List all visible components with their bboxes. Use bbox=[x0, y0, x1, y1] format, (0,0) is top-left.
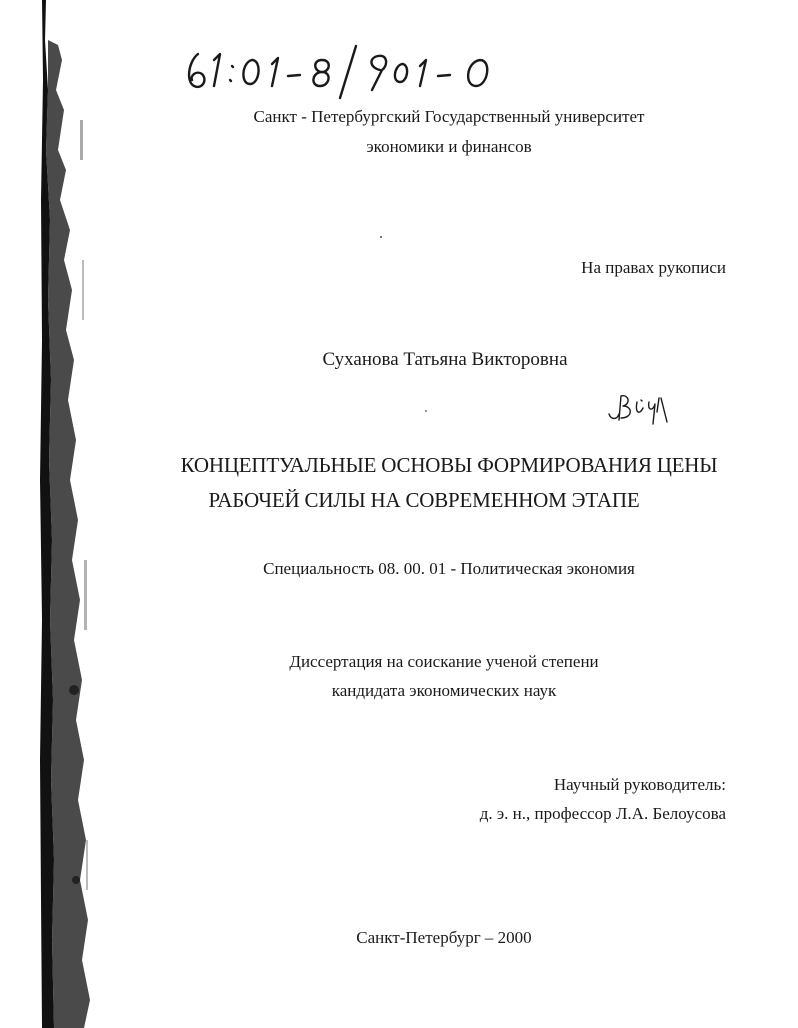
place-and-year: Санкт-Петербург – 2000 bbox=[356, 928, 532, 947]
manuscript-rights-note: На правах рукописи bbox=[581, 258, 726, 277]
handwritten-archive-code bbox=[180, 40, 510, 100]
handwritten-signature bbox=[605, 388, 677, 428]
university-name-line1: Санкт - Петербургский Государственный университет bbox=[253, 107, 645, 126]
supervisor-label: Научный руководитель: bbox=[553, 775, 726, 794]
dissertation-title-line2: РАБОЧЕЙ СИЛЫ НА СОВРЕМЕННОМ ЭТАПЕ bbox=[208, 488, 640, 512]
specialty: Специальность 08. 00. 01 - Политическая экономия bbox=[263, 559, 635, 578]
dissertation-title-line1: КОНЦЕПТУАЛЬНЫЕ ОСНОВЫ ФОРМИРОВАНИЯ ЦЕНЫ bbox=[180, 453, 718, 477]
scan-speck bbox=[380, 236, 382, 238]
supervisor-name: д. э. н., профессор Л.А. Белоусова bbox=[479, 804, 726, 823]
university-name-line2: экономики и финансов bbox=[366, 137, 532, 156]
dissertation-degree-line2: кандидата экономических наук bbox=[331, 681, 557, 700]
scan-speck bbox=[425, 410, 427, 412]
dissertation-degree-line1: Диссертация на соискание ученой степени bbox=[289, 652, 599, 671]
author-name: Суханова Татьяна Викторовна bbox=[322, 349, 568, 370]
